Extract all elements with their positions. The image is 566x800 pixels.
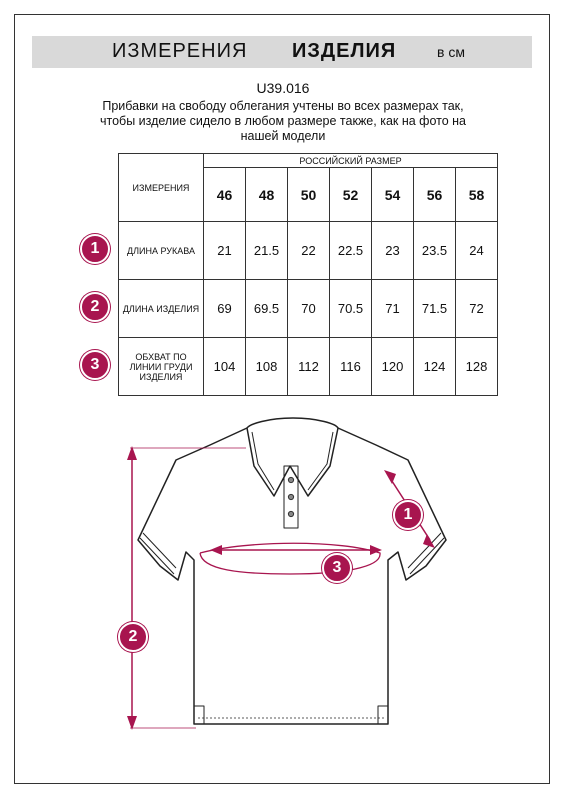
corner-label: ИЗМЕРЕНИЯ — [119, 154, 204, 222]
table-cell: 70.5 — [330, 280, 372, 338]
title-word-measurements: ИЗМЕРЕНИЯ — [112, 40, 248, 62]
button-icon — [288, 477, 293, 482]
row-label: ДЛИНА ИЗДЕЛИЯ — [119, 280, 204, 338]
title-word-garment: ИЗДЕЛИЯ — [292, 40, 397, 62]
table-cell: 21 — [204, 222, 246, 280]
collar-outline — [247, 418, 338, 496]
table-cell: 108 — [246, 338, 288, 396]
row-marker-3: 3 — [80, 350, 110, 380]
table-cell: 120 — [372, 338, 414, 396]
size-header: 56 — [414, 168, 456, 222]
size-header: 52 — [330, 168, 372, 222]
size-group-header: РОССИЙСКИЙ РАЗМЕР — [204, 154, 498, 168]
chest-marker: 3 — [322, 553, 352, 583]
button-icon — [288, 511, 293, 516]
table-cell: 116 — [330, 338, 372, 396]
table-cell: 22.5 — [330, 222, 372, 280]
row-label: ДЛИНА РУКАВА — [119, 222, 204, 280]
row-marker-1: 1 — [80, 234, 110, 264]
table-cell: 124 — [414, 338, 456, 396]
button-icon — [288, 494, 293, 499]
table-cell: 112 — [288, 338, 330, 396]
size-header: 50 — [288, 168, 330, 222]
table-cell: 69 — [204, 280, 246, 338]
sleeve-marker: 1 — [393, 500, 423, 530]
size-header: 54 — [372, 168, 414, 222]
fit-note: Прибавки на свободу облегания учтены во всех размерах так, чтобы изделие сидело в любом размере также, как на фото на нашей модели — [100, 99, 466, 143]
table-cell: 104 — [204, 338, 246, 396]
size-header: 58 — [456, 168, 498, 222]
shirt-body-outline — [138, 428, 446, 724]
table-cell: 72 — [456, 280, 498, 338]
table-cell: 24 — [456, 222, 498, 280]
row-label: ОБХВАТ ПО ЛИНИИ ГРУДИ ИЗДЕЛИЯ — [119, 338, 204, 396]
length-marker: 2 — [118, 622, 148, 652]
row-marker-2: 2 — [80, 292, 110, 322]
table-cell: 71 — [372, 280, 414, 338]
table-cell: 128 — [456, 338, 498, 396]
table-cell: 21.5 — [246, 222, 288, 280]
table-cell: 22 — [288, 222, 330, 280]
table-cell: 69.5 — [246, 280, 288, 338]
size-header: 48 — [246, 168, 288, 222]
table-cell: 23.5 — [414, 222, 456, 280]
chest-ellipse — [200, 543, 380, 574]
table-cell: 70 — [288, 280, 330, 338]
table-cell: 71.5 — [414, 280, 456, 338]
article-number: U39.016 — [256, 80, 310, 96]
title-unit: в см — [437, 44, 465, 60]
table-cell: 23 — [372, 222, 414, 280]
size-header: 46 — [204, 168, 246, 222]
